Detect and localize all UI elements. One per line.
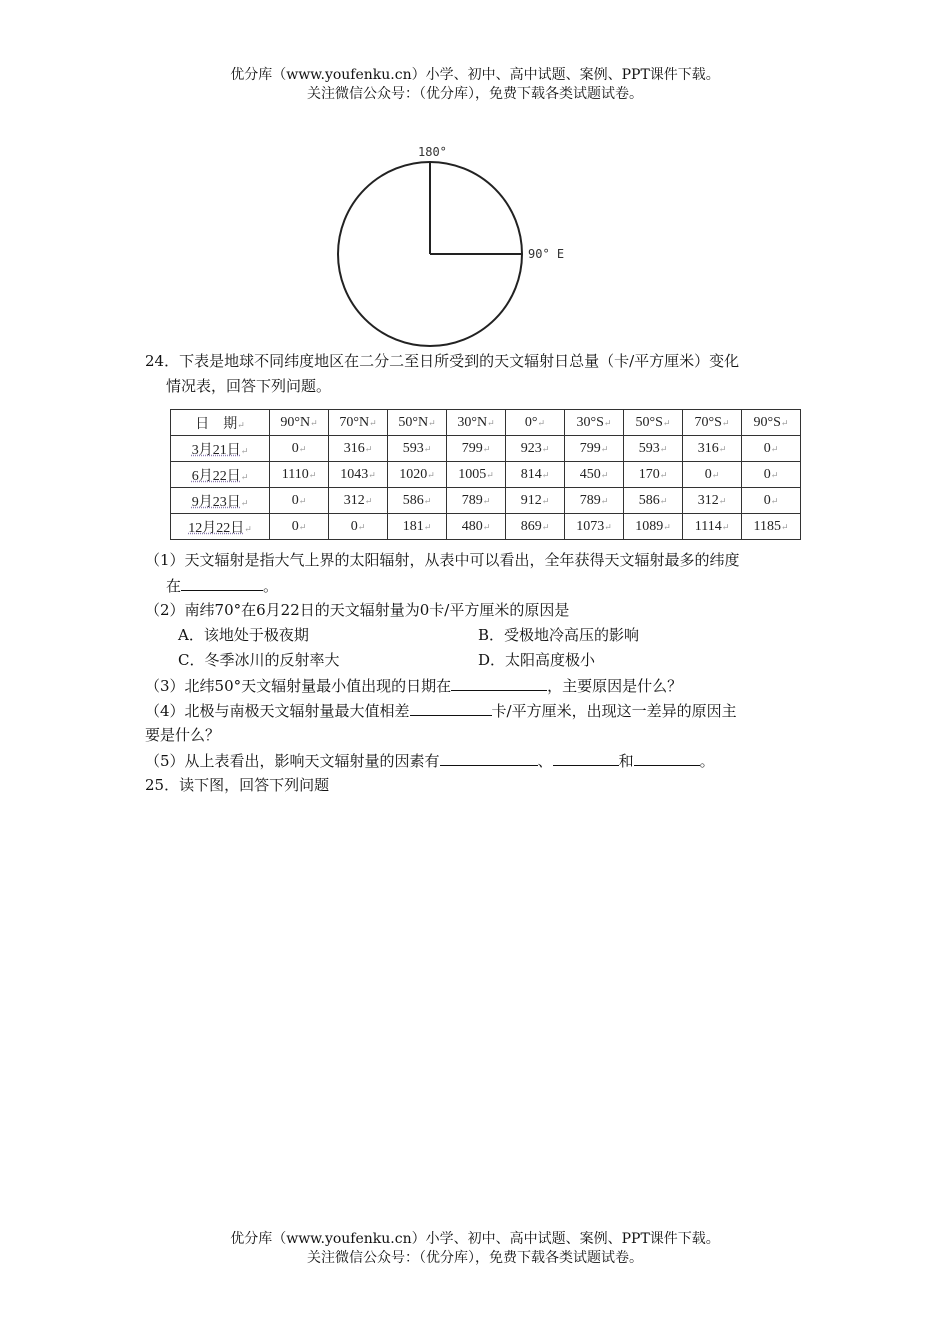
page-footer: [0, 1230, 950, 1268]
table-cell: 814↵: [506, 462, 565, 488]
table-cell: 1089↵: [624, 514, 683, 540]
q24-sub2: （2）南纬70°在6月22日的天文辐射量为0卡/平方厘米的原因是: [145, 601, 570, 619]
polar-view-diagram: [320, 140, 600, 354]
table-cell: 170↵: [624, 462, 683, 488]
table-cell: 0↵: [270, 436, 329, 462]
header-lat: 50°N↵: [388, 410, 447, 436]
header-line-2: 关注微信公众号：（优分库），免费下载各类试题试卷。: [307, 86, 643, 102]
q24-sub4-line1: （4）北极与南极天文辐射量最大值相差 卡/平方厘米，出现这一差异的原因主: [145, 702, 737, 720]
row-date: 9月23日↵: [171, 488, 270, 514]
header-lat: 90°S↵: [742, 410, 801, 436]
label-180: 180°: [418, 145, 447, 159]
answer-blank[interactable]: [410, 700, 492, 716]
table-cell: 799↵: [447, 436, 506, 462]
table-cell: 1043↵: [329, 462, 388, 488]
label-90e: 90° E: [528, 247, 565, 261]
table-cell: 1005↵: [447, 462, 506, 488]
table-cell: 0↵: [270, 514, 329, 540]
table-cell: 923↵: [506, 436, 565, 462]
table-cell: 312↵: [329, 488, 388, 514]
q25-stem: 25．读下图，回答下列问题: [145, 776, 330, 794]
polar-view-svg: [320, 140, 600, 350]
table-cell: 0↵: [742, 462, 801, 488]
q24-sub1-line2: 在 。: [166, 577, 279, 595]
row-date: 6月22日↵: [171, 462, 270, 488]
table-cell: 1110↵: [270, 462, 329, 488]
table-cell: 869↵: [506, 514, 565, 540]
header-date: 日 期↵: [171, 410, 270, 436]
q24-sub1-line1: （1）天文辐射是指大气上界的太阳辐射，从表中可以看出，全年获得天文辐射最多的纬度: [145, 551, 740, 569]
table-cell: 0↵: [270, 488, 329, 514]
table-cell: 1185↵: [742, 514, 801, 540]
option-c: C．冬季冰川的反射率大: [178, 651, 340, 669]
answer-blank[interactable]: [451, 675, 547, 691]
answer-blank[interactable]: [440, 750, 538, 766]
q24-stem-line2: 情况表，回答下列问题。: [166, 377, 332, 395]
answer-blank[interactable]: [181, 575, 263, 591]
q24-sub5: （5）从上表看出，影响天文辐射量的因素有 、 和 。: [145, 752, 715, 770]
header-lat: 0°↵: [506, 410, 565, 436]
radiation-table: [170, 409, 801, 540]
table-cell: 312↵: [683, 488, 742, 514]
header-lat: 50°S↵: [624, 410, 683, 436]
table-cell: 1114↵: [683, 514, 742, 540]
q24-stem-line1: 24．下表是地球不同纬度地区在二分二至日所受到的天文辐射日总量（卡/平方厘米）变化: [145, 352, 740, 370]
table-cell: 1020↵: [388, 462, 447, 488]
table-cell: 316↵: [683, 436, 742, 462]
footer-line-2: 关注微信公众号：（优分库），免费下载各类试题试卷。: [307, 1250, 643, 1266]
table-cell: 799↵: [565, 436, 624, 462]
row-date: 3月21日↵: [171, 436, 270, 462]
q24-sub4-line2: 要是什么？: [145, 726, 221, 744]
table-row: [171, 462, 801, 488]
table-cell: 586↵: [388, 488, 447, 514]
table-header-row: [171, 410, 801, 436]
answer-blank[interactable]: [634, 750, 700, 766]
header-line-1: 优分库（www.youfenku.cn）小学、初中、高中试题、案例、PPT课件下载。: [230, 67, 720, 83]
table-cell: 593↵: [624, 436, 683, 462]
table-cell: 480↵: [447, 514, 506, 540]
table-row: [171, 436, 801, 462]
table-cell: 0↵: [683, 462, 742, 488]
table-cell: 181↵: [388, 514, 447, 540]
row-date: 12月22日↵: [171, 514, 270, 540]
header-lat: 30°S↵: [565, 410, 624, 436]
answer-blank[interactable]: [553, 750, 619, 766]
option-d: D．太阳高度极小: [478, 651, 596, 669]
header-lat: 70°S↵: [683, 410, 742, 436]
table-cell: 0↵: [742, 436, 801, 462]
table-cell: 316↵: [329, 436, 388, 462]
table-cell: 593↵: [388, 436, 447, 462]
option-a: A．该地处于极夜期: [178, 626, 309, 644]
table-cell: 0↵: [329, 514, 388, 540]
header-lat: 70°N↵: [329, 410, 388, 436]
table-cell: 789↵: [565, 488, 624, 514]
q24-sub3: （3）北纬50°天文辐射量最小值出现的日期在 ，主要原因是什么？: [145, 677, 683, 695]
footer-line-1: 优分库（www.youfenku.cn）小学、初中、高中试题、案例、PPT课件下载。: [230, 1231, 720, 1247]
table-cell: 789↵: [447, 488, 506, 514]
table-cell: 1073↵: [565, 514, 624, 540]
table-row: [171, 488, 801, 514]
table-cell: 450↵: [565, 462, 624, 488]
header-lat: 90°N↵: [270, 410, 329, 436]
table-cell: 586↵: [624, 488, 683, 514]
option-b: B．受极地冷高压的影响: [478, 626, 640, 644]
table-cell: 0↵: [742, 488, 801, 514]
page-header: [0, 66, 950, 104]
header-lat: 30°N↵: [447, 410, 506, 436]
table-cell: 912↵: [506, 488, 565, 514]
table-row: [171, 514, 801, 540]
